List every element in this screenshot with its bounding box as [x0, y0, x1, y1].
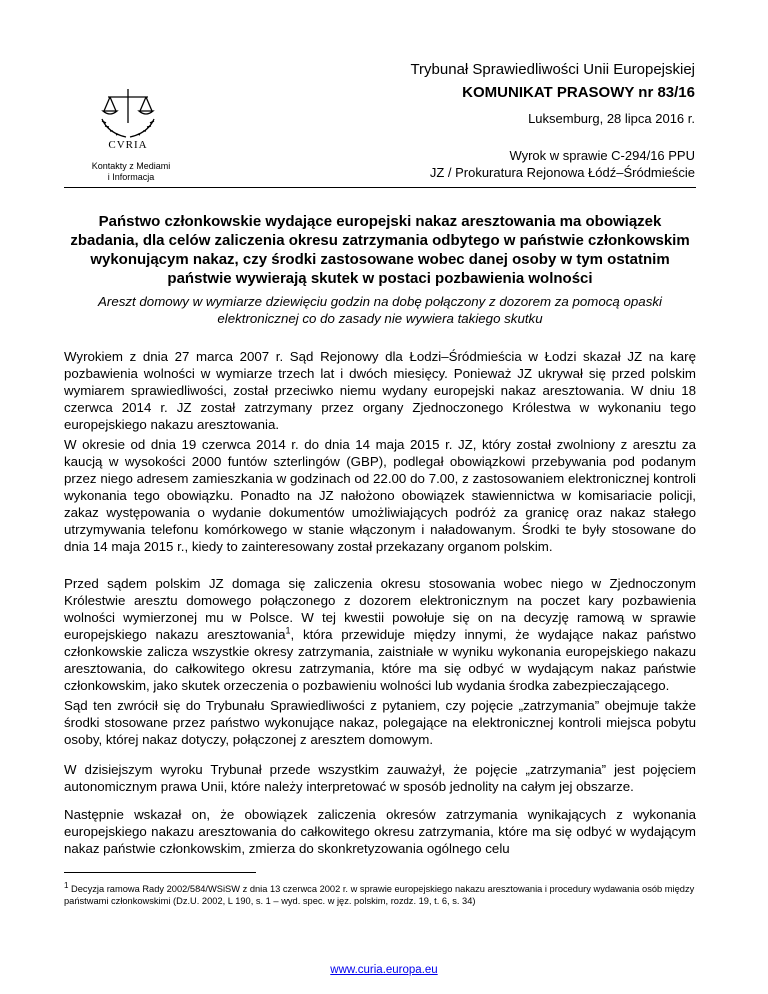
case-number: Wyrok w sprawie C-294/16 PPU	[509, 148, 695, 163]
case-parties: JZ / Prokuratura Rejonowa Łódź–Śródmieście	[429, 165, 695, 180]
contacts-line2: i Informacja	[107, 172, 155, 182]
date-line: Luksemburg, 28 lipca 2016 r.	[528, 111, 695, 126]
body-paragraph-6: Następnie wskazał on, że obowiązek zaliczenia okresów zatrzymania wynikających z wykonania europejskiego nakazu aresztowania do całkowitego okresu zatrzymania, które ma się odbyć w wydającym nakaz państwie członkowskim, zmierza do skonkretyzowania ogólnego celu	[64, 807, 696, 856]
curia-website-link[interactable]: www.curia.europa.eu	[330, 964, 438, 976]
body-paragraph-2: W okresie od dnia 19 czerwca 2014 r. do dnia 14 maja 2015 r. JZ, który został zwolniony z aresztu za kaucją w wysokości 2000 funtów szterlingów (GBP), podlegał obowiązkowi przebywania pod podanym przez niego adresem zamieszkania w godzinach od 22.00 do 7.00, z zastosowaniem elektronicznej kontroli wykonania tego obowiązku. Ponadto na JZ nałożono obowiązek stawiennictwa w komisariacie policji, zakaz występowania o wydanie dokumentów umożliwiających podróż za granicę oraz nakaz stałego utrzymywania telefonu komórkowego w stanie włączonym i naładowanym. Środki te były stosowane do dnia 14 maja 2015 r., kiedy to zainteresowany został przekazany organom polskim.	[64, 437, 696, 554]
header-divider	[64, 187, 696, 188]
media-contacts	[77, 161, 185, 183]
page-subtitle: Areszt domowy w wymiarze dziewięciu godzin na dobę połączony z dozorem za pomocą opaski elektronicznej co do zasady nie wywiera takiego skutku	[98, 294, 662, 326]
body-paragraph-5: W dzisiejszym wyroku Trybunał przede wszystkim zauważył, że pojęcie „zatrzymania” jest pojęciem autonomicznym prawa Unii, które należy interpretować w sposób jednolity na całym jej obszarze.	[64, 762, 696, 794]
logo-text: CVRIA	[108, 139, 148, 151]
curia-logo	[92, 85, 164, 151]
footnote	[64, 880, 696, 907]
paragraph-3-part-b: , która przewiduje między innymi, że wydające nakaz państwo członkowskie zalicza wszystkie okresy zatrzymania, zaistniałe w wyniku wykonania europejskiego nakazu aresztowania, do całkowitego okresu zatrzymania, które ma się odbyć w wydającym nakaz państwie członkowskim, jako skutek orzeczenia o pozbawieniu wolności lub wydania środka zabezpieczającego.	[64, 627, 697, 693]
footnote-divider	[64, 872, 256, 873]
body-paragraph-4: Sąd ten zwrócił się do Trybunału Sprawiedliwości z pytaniem, czy pojęcie „zatrzymania” obejmuje także środki stosowane przez państwo wykonujące nakaz, polegające na elektronicznej kontroli miejsca pobytu osoby, której nakaz dotyczy, połączonej z aresztem domowym.	[64, 698, 696, 747]
contacts-line1: Kontakty z Mediami	[91, 161, 171, 171]
paragraph-3-part-a: Przed sądem polskim JZ domaga się zaliczenia okresu stosowania wobec niego w Zjednoczonym Królestwie aresztu domowego połączonego z dozorem elektronicznym na poczet kary pozbawienia wolności wymierzonej mu w Polsce. W tej kwestii powołuje się on na decyzję ramową w sprawie europejskiego nakazu aresztowania	[64, 576, 696, 642]
footnote-number: 1	[64, 880, 69, 890]
page-title: Państwo członkowskie wydające europejski nakaz aresztowania ma obowiązek zbadania, dla celów zaliczenia okresu zatrzymania odbytego w państwie członkowskim wykonującym nakaz, czy środki zastosowane wobec danej osoby w tym ostatnim państwie wywierają skutek w postaci pozbawienia wolności	[70, 213, 690, 287]
institution-name: Trybunał Sprawiedliwości Unii Europejskiej	[410, 61, 695, 78]
footnote-text: Decyzja ramowa Rady 2002/584/WSiSW z dnia 13 czerwca 2002 r. w sprawie europejskiego nakazu aresztowania i procedury wydawania osób między państwami członkowskimi (Dz.U. 2002, L 190, s. 1 – wyd. spec. w jęz. polskim, rozdz. 19, t. 6, s. 34)	[64, 884, 695, 906]
footnote-reference[interactable]: 1	[285, 625, 291, 636]
body-paragraph-1: Wyrokiem z dnia 27 marca 2007 r. Sąd Rejonowy dla Łodzi–Śródmieścia w Łodzi skazał JZ na karę pozbawienia wolności w wymiarze trzech lat i dwóch miesięcy. Ponieważ JZ ukrywał się przed polskim wymiarem sprawiedliwości, został przeciwko niemu wydany europejski nakaz aresztowania. W dniu 18 czerwca 2014 r. JZ został zatrzymany przez organy Zjednoczonego Królestwa w wykonaniu tego europejskiego nakazu aresztowania.	[64, 349, 696, 432]
press-release-number: KOMUNIKAT PRASOWY nr 83/16	[462, 84, 695, 101]
body-paragraph-3	[64, 575, 696, 694]
